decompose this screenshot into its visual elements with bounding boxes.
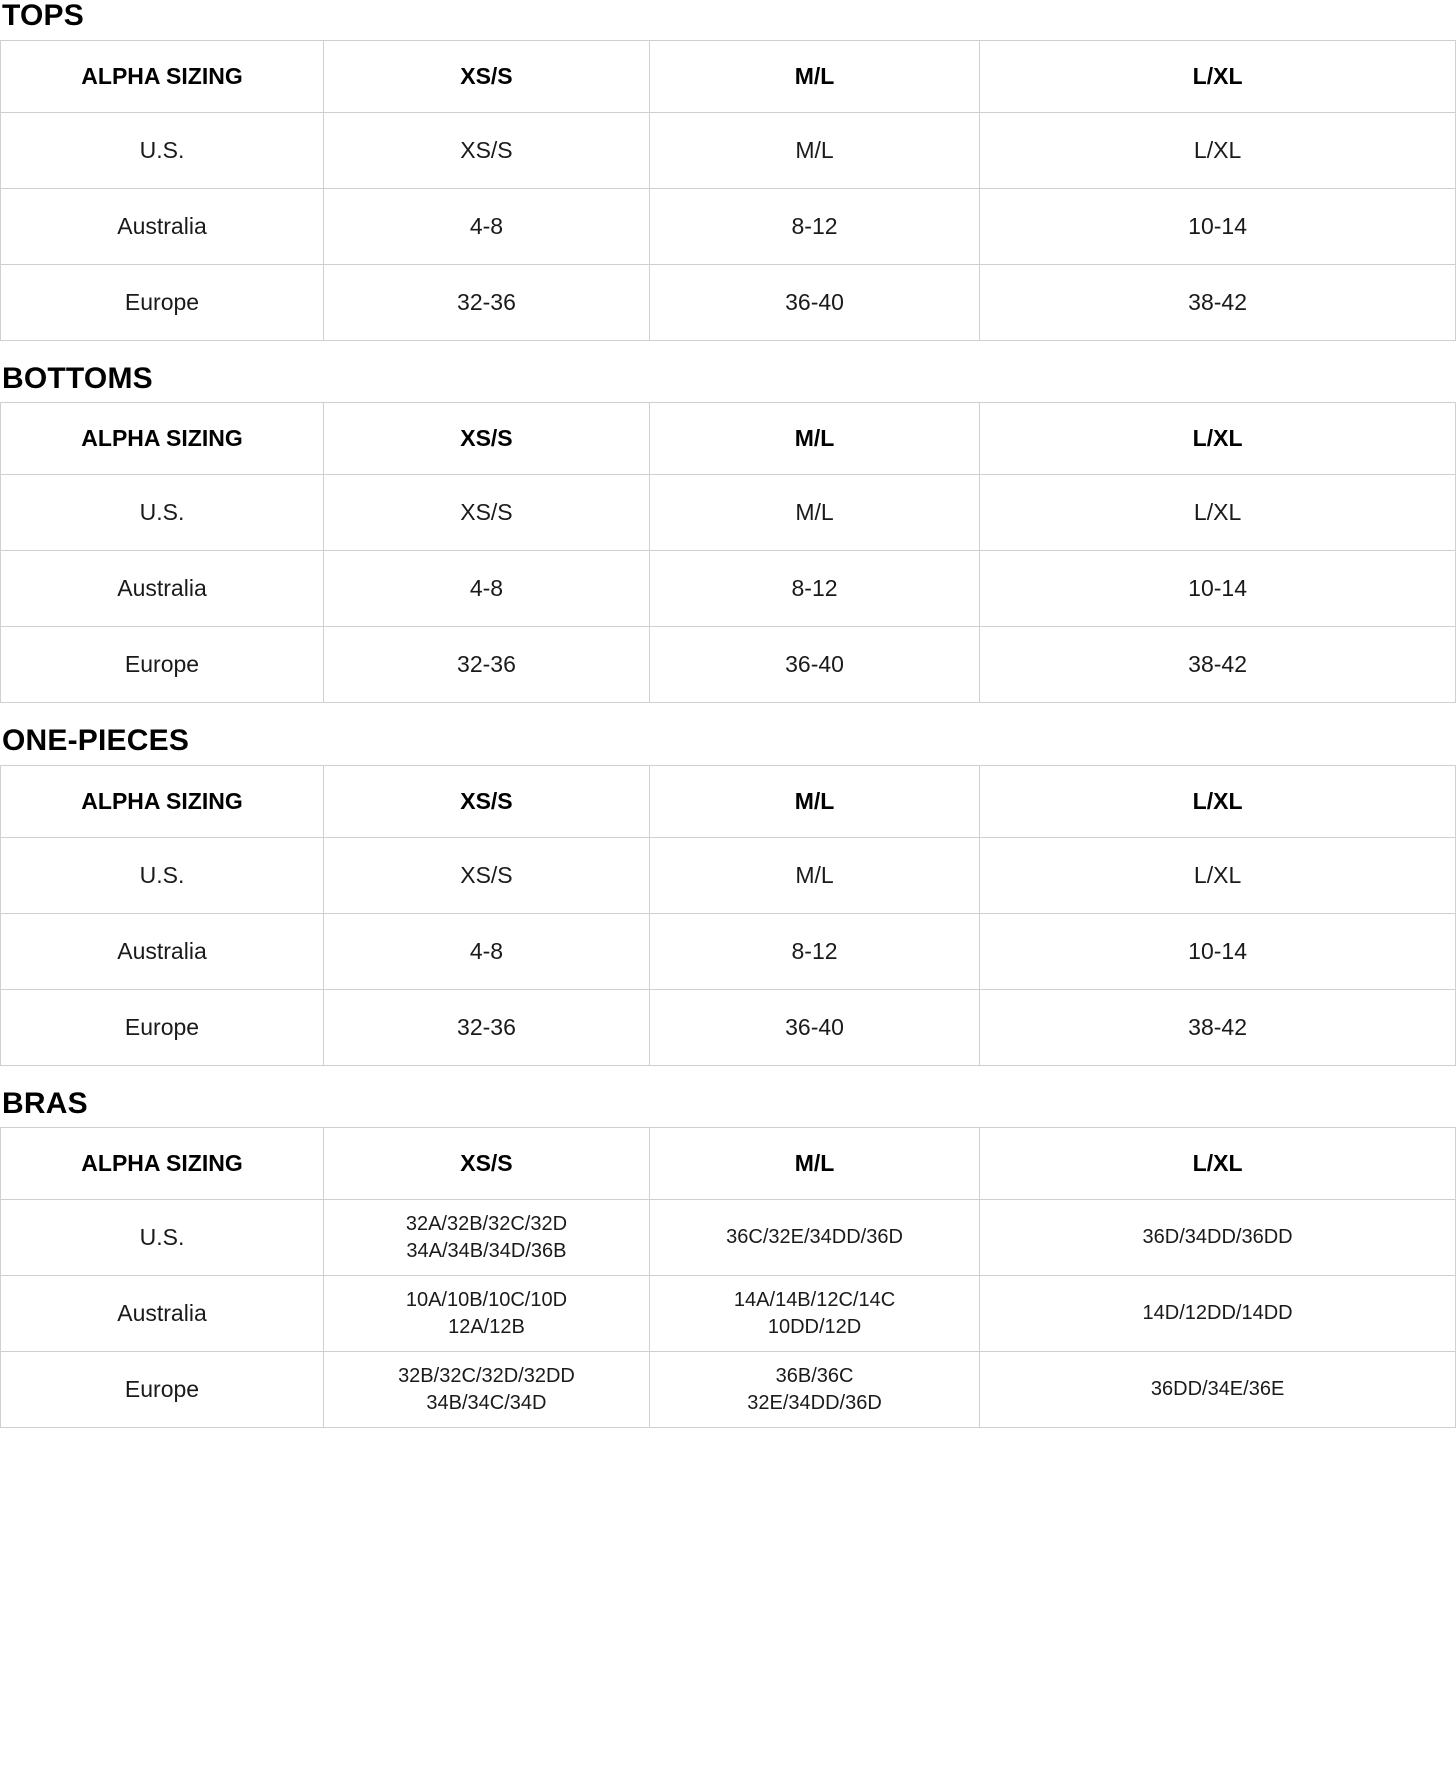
column-header: L/XL	[980, 40, 1456, 112]
size-value: M/L	[649, 112, 979, 188]
size-table	[0, 40, 1456, 341]
size-value-lines	[986, 1224, 1449, 1251]
size-value: 38-42	[980, 627, 1456, 703]
row-label: U.S.	[1, 112, 324, 188]
size-value-lines	[986, 1376, 1449, 1403]
size-value: 32-36	[324, 264, 650, 340]
size-value: 4-8	[324, 913, 650, 989]
size-value: 38-42	[980, 989, 1456, 1065]
size-section	[0, 0, 1456, 341]
table-row	[1, 475, 1456, 551]
size-value	[980, 1200, 1456, 1276]
row-label: Europe	[1, 1352, 324, 1428]
column-header: M/L	[649, 403, 979, 475]
size-value-line: 36B/36C	[775, 1364, 854, 1387]
row-label: Australia	[1, 913, 324, 989]
row-label: Australia	[1, 1276, 324, 1352]
size-value: 32-36	[324, 627, 650, 703]
size-value: M/L	[649, 475, 979, 551]
size-value-lines	[330, 1287, 643, 1341]
size-value-lines	[656, 1363, 973, 1417]
size-value	[324, 1352, 650, 1428]
row-label: U.S.	[1, 1200, 324, 1276]
size-section	[0, 1088, 1456, 1429]
size-value-line: 36C/32E/34DD/36D	[726, 1226, 903, 1248]
size-value	[649, 1276, 979, 1352]
size-value-lines	[330, 1211, 643, 1265]
column-header: M/L	[649, 1128, 979, 1200]
table-row	[1, 627, 1456, 703]
row-label: U.S.	[1, 475, 324, 551]
size-value: 38-42	[980, 264, 1456, 340]
row-label: Australia	[1, 188, 324, 264]
size-value: XS/S	[324, 837, 650, 913]
size-value-line: 34B/34C/34D	[426, 1391, 547, 1414]
section-title: BOTTOMS	[2, 361, 153, 395]
column-header: ALPHA SIZING	[1, 765, 324, 837]
table-row	[1, 1200, 1456, 1276]
size-value	[324, 1276, 650, 1352]
table-row	[1, 112, 1456, 188]
size-value: XS/S	[324, 112, 650, 188]
size-value	[980, 1352, 1456, 1428]
table-row	[1, 551, 1456, 627]
table-header-row	[1, 1128, 1456, 1200]
column-header: L/XL	[980, 765, 1456, 837]
section-title: TOPS	[2, 0, 84, 32]
table-header-row	[1, 765, 1456, 837]
size-value-line: 34A/34B/34D/36B	[406, 1239, 567, 1262]
table-header-row	[1, 40, 1456, 112]
size-value: 32-36	[324, 989, 650, 1065]
column-header: M/L	[649, 765, 979, 837]
size-value: 10-14	[980, 188, 1456, 264]
size-value: 4-8	[324, 188, 650, 264]
size-value: 8-12	[649, 913, 979, 989]
size-table	[0, 1127, 1456, 1428]
size-table	[0, 402, 1456, 703]
size-table	[0, 765, 1456, 1066]
size-value: 4-8	[324, 551, 650, 627]
size-value: L/XL	[980, 112, 1456, 188]
table-row	[1, 264, 1456, 340]
size-value-line: 36D/34DD/36DD	[1142, 1226, 1293, 1248]
row-label: Europe	[1, 627, 324, 703]
size-section	[0, 363, 1456, 704]
table-row	[1, 1352, 1456, 1428]
column-header: XS/S	[324, 40, 650, 112]
size-value: 8-12	[649, 551, 979, 627]
size-value-line: 10DD/12D	[767, 1315, 862, 1338]
row-label: Europe	[1, 989, 324, 1065]
row-label: Australia	[1, 551, 324, 627]
column-header: XS/S	[324, 765, 650, 837]
size-value: 10-14	[980, 913, 1456, 989]
column-header: XS/S	[324, 403, 650, 475]
size-value-line: 14D/12DD/14DD	[1142, 1302, 1293, 1324]
size-value: 36-40	[649, 989, 979, 1065]
table-row	[1, 913, 1456, 989]
size-value-lines	[986, 1300, 1449, 1327]
row-label: Europe	[1, 264, 324, 340]
size-value	[649, 1352, 979, 1428]
size-value: 36-40	[649, 264, 979, 340]
size-value: XS/S	[324, 475, 650, 551]
size-value-lines	[656, 1224, 973, 1251]
size-value-line: 10A/10B/10C/10D	[405, 1288, 568, 1311]
size-value-line: 32E/34DD/36D	[747, 1391, 882, 1414]
size-value-line: 32B/32C/32D/32DD	[398, 1364, 575, 1387]
size-value	[649, 1200, 979, 1276]
column-header: ALPHA SIZING	[1, 403, 324, 475]
size-section	[0, 725, 1456, 1066]
size-value	[980, 1276, 1456, 1352]
table-row	[1, 1276, 1456, 1352]
table-header-row	[1, 403, 1456, 475]
size-value: L/XL	[980, 837, 1456, 913]
size-value: L/XL	[980, 475, 1456, 551]
column-header: L/XL	[980, 403, 1456, 475]
size-value: 8-12	[649, 188, 979, 264]
column-header: XS/S	[324, 1128, 650, 1200]
size-value-line: 14A/14B/12C/14C	[733, 1288, 896, 1311]
table-row	[1, 188, 1456, 264]
table-row	[1, 837, 1456, 913]
size-value	[324, 1200, 650, 1276]
section-title: BRAS	[2, 1086, 88, 1120]
size-value-lines	[330, 1363, 643, 1417]
column-header: L/XL	[980, 1128, 1456, 1200]
column-header: ALPHA SIZING	[1, 1128, 324, 1200]
size-value-line: 32A/32B/32C/32D	[405, 1212, 568, 1235]
size-value: M/L	[649, 837, 979, 913]
column-header: M/L	[649, 40, 979, 112]
size-value-line: 12A/12B	[448, 1315, 525, 1338]
size-value: 10-14	[980, 551, 1456, 627]
section-title: ONE-PIECES	[2, 724, 190, 757]
size-value-lines	[656, 1287, 973, 1341]
size-value: 36-40	[649, 627, 979, 703]
row-label: U.S.	[1, 837, 324, 913]
column-header: ALPHA SIZING	[1, 40, 324, 112]
table-row	[1, 989, 1456, 1065]
size-value-line: 36DD/34E/36E	[1150, 1378, 1285, 1400]
